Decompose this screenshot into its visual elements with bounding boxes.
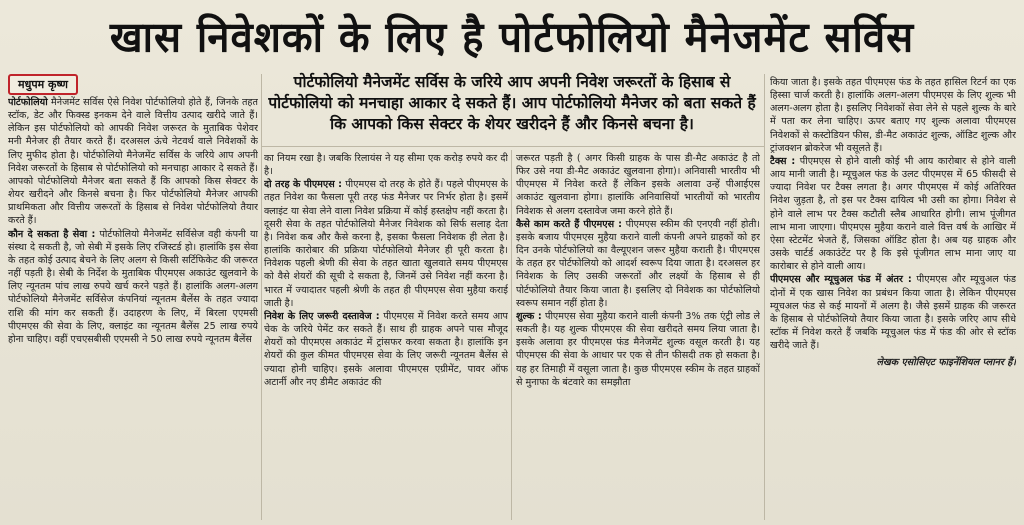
body-text: पोर्टफोलियो मैनेजमेंट सर्विसेज वही कंपनी या संस्था दे सकती है, जो सेबी में इसके लिए रजिस्टर्ड हो। हालांकि इस सेवा के तहत कोई उत्पाद बेचने के लिए अलग से किसी सर्टिफिकेट की जरूरत नहीं पड़ती है। सेबी के निर्देश के मुताबिक पीएमएस अकाउंट खुलवाने के लिए न्यूनतम पांच लाख रुपये खर्च करने पड़ते हैं। हालांकि अलग-अलग पोर्टफोलियो मैनेजमेंट सर्विसेज कंपनियां न्यूनतम बैलेंस के तहत ज्यादा राशि की मांग कर सकती हैं। उदाहरण के लिए, में बिरला एएमसी पीएमएस की सेवा के लिए, क्लाइंट का न्यूनतम बैलेंस 25 लाख रुपये होना चाहिए। वहीं एचएसबीसी एएमसी ने 50 लाख रुपये न्यूनतम बैलेंस [8,228,258,345]
column-divider [261,74,262,520]
headline: खास निवेशकों के लिए है पोर्टफोलियो मैनेजमेंट सर्विस [109,13,915,63]
subhead: कैसे काम करते हैं पीएमएस : [516,218,622,230]
body-text: मैनेजमेंट सर्विस ऐसे निवेश पोर्टफोलियो होते हैं, जिनके तहत स्टॉक, डेट और फिक्स्ड इनकम देने वाले वित्तीय उत्पाद खरीदे जाते हैं। लेकिन इस पोर्टफोलियो को आपकी निवेश जरूरत के मुताबिक पेशेवर मनी मैनेजर ही तैयार करते हैं। दरअसल ऊंचे नेटवर्थ वाले निवेशकों के लिए मुफीद होता है। पोर्टफोलियो मैनेजमेंट सर्विस के जरिये आप अपनी निवेश जरूरतों के हिसाब से पोर्टफोलियो को मनचाहा आकार दे सकते हैं। आपको पोर्टफोलियो मैनेजर बता सकते हैं कि आपको किस सेक्टर के शेयर खरीदने और किनसे बचना है। फिर पोर्टफोलियो मैनेजर आपकी प्राथमिकता और वित्तीय जरूरतों के हिसाब से निवेश पोर्टफोलियो तैयार करते हैं। [8,97,258,227]
paragraph [264,310,508,389]
subhead: कौन दे सकता है सेवा : [8,228,96,240]
byline-badge: मधुपम कृष्ण [8,74,78,95]
body-text: जरूरत पड़ती है ( अगर किसी ग्राहक के पास डी-मैट अकाउंट है तो फिर उसे नया डी-मैट अकाउंट खुलवाना होगा)। अनिवासी भारतीय भी पीएमएस में निवेश करते हैं लेकिन इसके अलावा उन्हें पीआईएस अकाउंट खुलवाना होगा। हालांकि अनिवासियों भारतीयों को भारतीय निवेशक से अलग दस्तावेज जमा करने होते हैं। [516,153,760,217]
lead-in: पोर्टफोलियो [8,97,48,108]
article-column-2 [264,152,508,518]
article-column-1 [8,96,258,518]
column-divider [511,150,512,520]
deck-rule [262,146,764,147]
body-text: पीएमएस दो तरह के होते हैं। पहले पीएमएस के तहत निवेश का फैसला पूरी तरह फंड मैनेजर पर निर्भर होता है। इसमें क्लाइंट या सेवा लेने वाला निवेश प्रक्रिया में कोई हस्तक्षेप नहीं करता है। दूसरी सेवा के तहत पोर्टफोलियो मैनेजर निवेशक को सिर्फ सलाह देता है। निवेश कब और कैसे करना है, इसका फैसला निवेशक ही लेता है। हालांकि कारोबार की प्रक्रिया पोर्टफोलियो मैनेजर ही पूरी करता है। निवेशक पहली श्रेणी की सेवा के तहत खाता खुलवाते समय पीएमएस को वैसे शेयरों की सूची दे सकता है, जिनमें उसे निवेश नहीं करना है। भारत में ज्यादातर पहली श्रेणी के तहत ही पीएमएस सेवा मुहैया कराई जाती है। [264,179,508,309]
paragraph [516,218,760,310]
paragraph [770,155,1016,273]
column-divider [764,74,765,520]
article-column-4 [770,76,1016,518]
body-text: का नियम रखा है। जबकि रिलायंस ने यह सीमा एक करोड़ रुपये कर दी है। [264,153,508,178]
body-text: पीएमएस स्कीम की एनएवी नहीं होती। इसके बजाय पीएमएस मुहैया कराने वाली कंपनी अपने ग्राहकों को हर दिन उनके पोर्टफोलियो का वैल्यूएशन जरूर मुहैया कराती है। पीएमएस के तहत हर पोर्टफोलियो को आदर्श स्वरूप दिया जाता है। दरअसल हर निवेशक के लिए उसकी जरूरतों और लक्ष्यों के हिसाब से ही पोर्टफोलियो तैयार किया जाता है। इसलिए दो निवेशक का पोर्टफोलियो स्वरूप समान नहीं होता है। [516,218,760,309]
article-column-3 [516,152,760,518]
paragraph [8,228,258,346]
subhead: पीएमएस और म्यूचुअल फंड में अंतर : [770,274,912,286]
subhead: दो तरह के पीएमएस : [264,179,343,191]
subhead: शुल्क : [516,310,542,322]
subhead: टैक्स : [770,155,796,167]
body-text: पीएमएस में निवेश करते समय आप चेक के जरिये पेमेंट कर सकते हैं। साथ ही ग्राहक अपने पास मौजूद शेयरों को पीएमएस अकाउंट में ट्रांसफर करवा सकता है। हालांकि इन शेयरों की कुल कीमत पीएमएस सेवा के लिए जरूरी न्यूनतम बैलेंस से ज्यादा होनी चाहिए। इसके अलावा पीएमएस एग्रीमेंट, पावर ऑफ अटार्नी और नए डीमैट अकाउंट की [264,310,508,388]
paragraph [264,178,508,310]
body-text: किया जाता है। इसके तहत पीएमएस फंड के तहत हासिल रिटर्न का एक हिस्सा चार्ज करती है। हालांकि अलग-अलग पीएमएस के लिए शुल्क भी अलग-अलग होता है। इसलिए निवेशकों सेवा लेने से पहले शुल्क के बारे में पता कर लेना चाहिए। ऊपर बताए गए शुल्क अलावा पीएमएस निवेशकों से कस्टोडियन फीस, डी-मैट अकाउंट शुल्क, ऑडिट शुल्क और ट्रांजक्शन ब्रोकरेज भी वसूलते हैं। [770,77,1016,154]
body-text: पीएमएस से होने वाली कोई भी आय कारोबार से होने वाली आय मानी जाती है। म्यूचुअल फंड के उलट पीएमएस में 65 फीसदी से ज्यादा निवेश पर टैक्स लगता है। अगर पीएमएस में कोई अतिरिक्त निवेश जुड़ता है, तो इस पर टैक्स दायित्व भी उसी का होगा। निवेश से होने वाले लाभ पर टैक्स कटौती स्लैब आधारित होगी। लाभ पूंजीगत लाभ माना जाएगा। पीएमएस मुहैया कराने वाले वित्त वर्ष के आखिर में ऐसा स्टेटमेंट भेजते हैं, जिसका ऑडिट होता है। अब यह ग्राहक और उसके चार्टर्ड अकाउंटेंट पर है कि इसे पूंजीगत लाभ माना जाए या कारोबार से होने वाली आय। [770,155,1016,273]
paragraph [770,76,1016,155]
body-text: पीएमएस और म्यूचुअल फंड दोनों में एक खास निवेश का प्रबंधन किया जाता है। लेकिन पीएमएस म्यूचअल फंड से कई मायनों में अलग है। जैसे इसमें ग्राहक की जरूरत के हिसाब से पोर्टफोलियो तैयार किया जाता है। इसके जरिए आप सीधे स्टॉक में निवेश करते हैं जबकि म्यूचुअल फंड में फंड की ओर से स्टॉक खरीदे जाते हैं। [770,274,1016,352]
subhead: निवेश के लिए जरूरी दस्तावेज : [264,310,380,322]
paragraph [516,310,760,389]
paragraph [770,273,1016,352]
author-credit: लेखक एसोसिएट फाइनेंशियल प्लानर हैं। [876,357,1016,369]
paragraph [516,152,760,218]
body-text: पीएमएस सेवा मुहैया कराने वाली कंपनी 3% तक एंट्री लोड ले सकती है। यह शुल्क पीएमएस की सेवा खरीदते समय लिया जाता है। इसके अलावा हर पीएमएस फंड मैनेजमेंट शुल्क वसूल करती है। यह पीएमएस की सेवा के आधार पर एक से तीन फीसदी तक हो सकता है। यह हर तिमाही में वसूला जाता है। कुछ पीएमएस स्कीम के तहत ग्राहकों से मुनाफा के बंटवारे का समझौता [516,310,760,388]
paragraph [8,96,258,228]
paragraph [264,152,508,178]
deck-text: पोर्टफोलियो मैनेजमेंट सर्विस के जरिये आप अपनी निवेश जरूरतों के हिसाब से पोर्टफोलियो को मनचाहा आकार दे सकते हैं। आप पोर्टफोलियो मैनेजर को बता सकते हैं कि आपको किस सेक्टर के शेयर खरीदने हैं और किनसे बचना है। [268,73,756,133]
